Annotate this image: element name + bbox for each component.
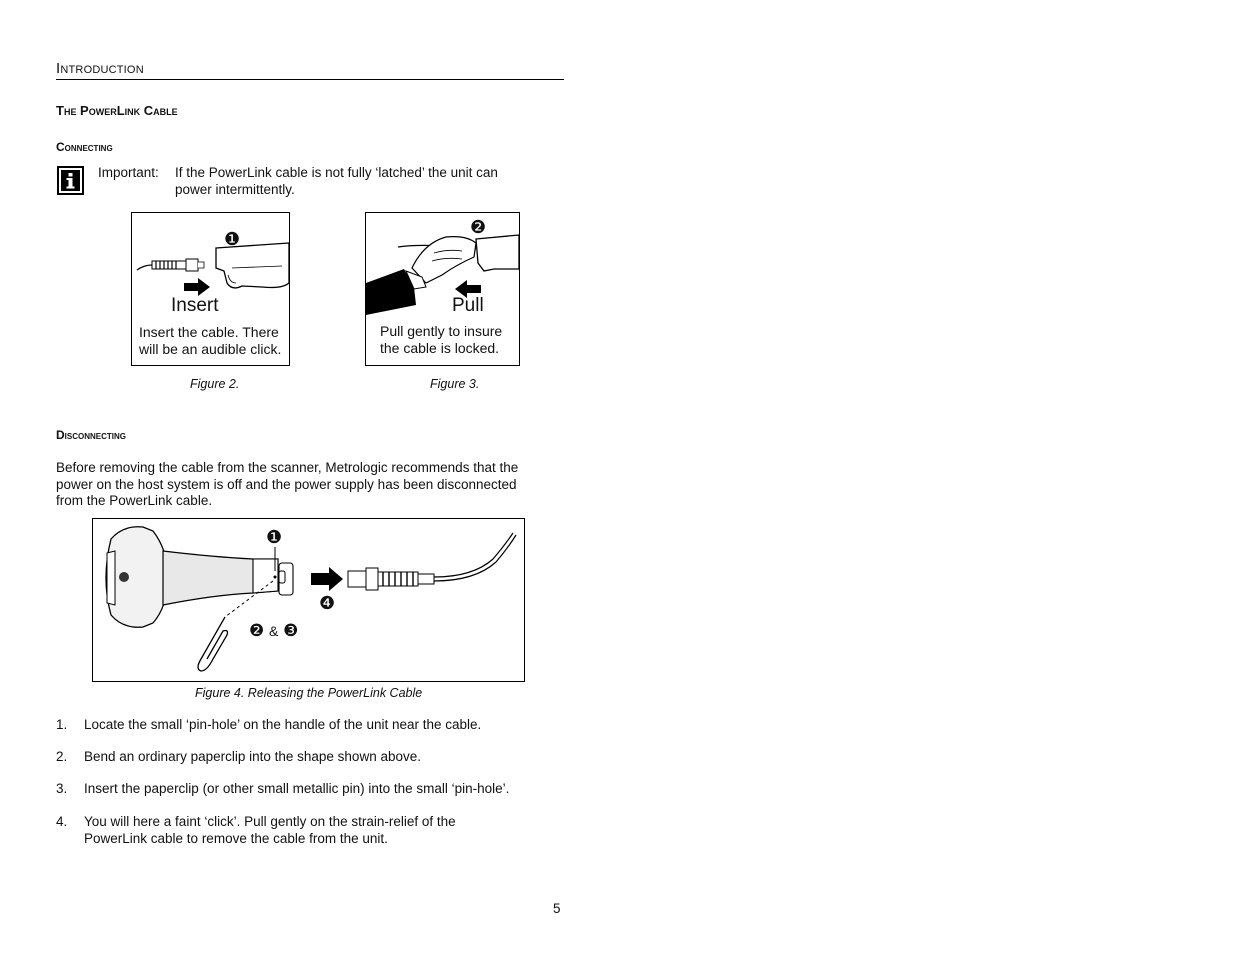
insert-label: Insert xyxy=(171,295,219,316)
figure3-instruction: Pull gently to insure the cable is locked. xyxy=(380,323,503,356)
important-label: Important: xyxy=(98,165,159,180)
marker-1: ❶ xyxy=(266,527,283,547)
important-text: If the PowerLink cable is not fully ‘latched’ the unit can power intermittently. xyxy=(175,165,498,197)
info-icon xyxy=(57,166,84,195)
chapter-title: Introduction xyxy=(56,60,564,80)
step-text: Insert the paperclip (or other small metallic pin) into the small ‘pin-hole’. xyxy=(84,781,510,796)
figure4-box xyxy=(92,518,525,682)
step-number: 1. xyxy=(56,717,68,732)
step-marker-1: ❶ xyxy=(224,229,241,249)
section-title: The PowerLink Cable xyxy=(56,103,178,118)
figure3-caption: Figure 3. xyxy=(430,377,480,391)
insert-illustration xyxy=(132,213,289,303)
page-number: 5 xyxy=(553,901,561,916)
step-number: 3. xyxy=(56,781,68,796)
pull-illustration xyxy=(366,213,519,318)
disconnecting-heading: Disconnecting xyxy=(56,428,127,442)
disconnecting-intro: Before removing the cable from the scanner, Metrologic recommends that the power on the host system is off and the power supply has been disconnected from the PowerLink cable. xyxy=(56,460,519,508)
marker-2-and-3: ❷ & ❸ xyxy=(249,621,299,640)
step-number: 4. xyxy=(56,814,68,829)
release-illustration xyxy=(93,519,524,681)
step-marker-2: ❷ xyxy=(470,217,487,237)
figure4-caption: Figure 4. Releasing the PowerLink Cable xyxy=(195,686,423,700)
connecting-heading: Connecting xyxy=(56,140,113,154)
step-text: Locate the small ‘pin-hole’ on the handle of the unit near the cable. xyxy=(84,717,482,732)
figure2-caption: Figure 2. xyxy=(190,377,240,391)
marker-4: ❹ xyxy=(319,593,336,613)
figure2-instruction: Insert the cable. There will be an audible click. xyxy=(139,324,282,357)
step-4 xyxy=(56,814,536,850)
step-3 xyxy=(56,781,536,799)
step-2 xyxy=(56,749,536,767)
step-text: Bend an ordinary paperclip into the shape shown above. xyxy=(84,749,421,764)
step-number: 2. xyxy=(56,749,68,764)
pull-label: Pull xyxy=(452,295,484,316)
step-text: You will here a faint ‘click’. Pull gently on the strain-relief of the PowerLink cable to remove the cable from the unit. xyxy=(84,814,456,846)
figure3-box xyxy=(365,212,520,366)
step-1 xyxy=(56,717,536,735)
figure2-box xyxy=(131,212,290,366)
